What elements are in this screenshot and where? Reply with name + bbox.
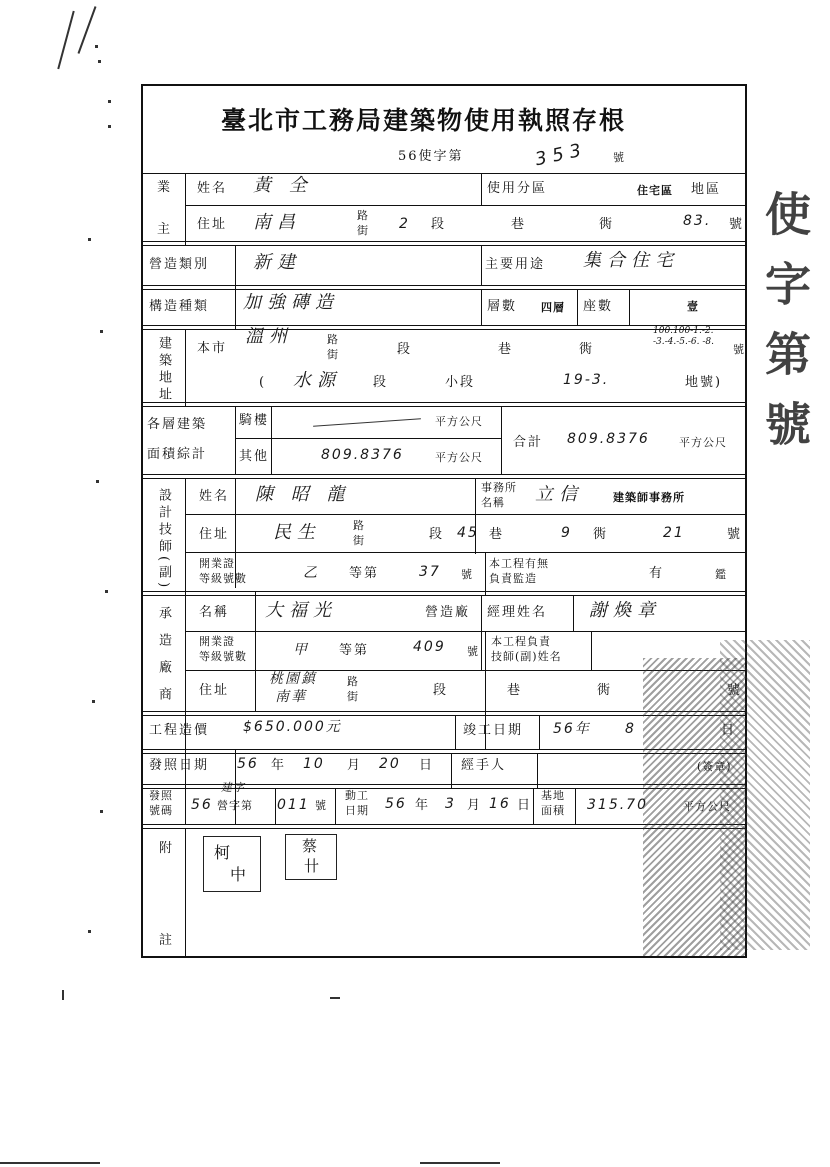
building-count-value: 壹 <box>687 300 699 313</box>
designer-number-value: 21 <box>663 525 685 541</box>
contractor-license-label-2: 等級號數 <box>199 650 247 663</box>
supervision-value: 有 <box>649 566 665 581</box>
start-date-label-2: 日期 <box>345 804 369 817</box>
designer-group-label: 設計技師(副) <box>156 488 171 592</box>
contractor-alley-label: 衖 <box>597 683 613 698</box>
designer-license-label-2: 等級號數 <box>199 572 247 585</box>
seal-stamp-left <box>203 836 261 892</box>
permit-number-suffix: 號 <box>613 151 625 164</box>
arcade-label: 騎樓 <box>239 413 270 428</box>
start-year-label: 年 <box>415 798 431 813</box>
designer-license-grade: 乙 <box>303 565 319 581</box>
issue-day: 20 <box>379 756 401 772</box>
total-area-unit: 平方公尺 <box>679 436 727 449</box>
base-area-label-1: 基地 <box>541 789 565 802</box>
floors-label: 層數 <box>487 299 518 314</box>
supervision-mark: 鑑 <box>715 568 727 581</box>
designer-name-value: 陳 昭 龍 <box>255 484 351 505</box>
smudge-right-edge <box>720 640 810 950</box>
supervision-label-1: 本工程有無 <box>489 557 549 570</box>
contractor-name-label: 名稱 <box>199 605 230 620</box>
site-numbers-value: 100.100-1.-2. -3.-4.-5.-6. -8. <box>653 326 715 347</box>
owner-lane-label: 巷 <box>511 217 527 232</box>
start-year: 56 <box>385 796 407 812</box>
other-area-label: 其他 <box>239 449 270 464</box>
construction-type-label: 營造類別 <box>149 257 210 272</box>
base-area-unit: 平方公尺 <box>683 800 731 813</box>
structure-type-value: 加強磚造 <box>243 292 339 313</box>
issue-month: 10 <box>303 756 325 772</box>
designer-license-mid: 等第 <box>349 566 380 581</box>
start-month: 3 <box>445 796 456 812</box>
handler-label: 經手人 <box>461 758 507 773</box>
designer-name-label: 姓名 <box>199 489 230 504</box>
contractor-address-value-2: 南華 <box>275 689 307 705</box>
seal-stamp-char-4: 卄 <box>304 857 320 875</box>
designer-lane-label: 巷 <box>489 527 505 542</box>
right-margin-text: 使字第號 <box>758 190 812 470</box>
zoning-suffix: 地區 <box>691 182 722 197</box>
site-road-value: 溫州 <box>245 326 293 347</box>
owner-name-label: 姓名 <box>197 181 228 196</box>
floor-area-label-2: 面積綜計 <box>147 447 208 462</box>
issue-year-label: 年 <box>271 758 287 773</box>
zoning-label: 使用分區 <box>487 181 548 196</box>
start-day-label: 日 <box>517 798 533 813</box>
base-area-value: 315.70 <box>587 797 648 813</box>
completion-label: 竣工日期 <box>463 723 524 738</box>
designer-office-label-1: 事務所 <box>481 481 517 494</box>
seal-stamp-char-2: 中 <box>230 865 247 884</box>
owner-road-label-2: 街 <box>357 224 369 237</box>
designer-address-road: 民生 <box>273 522 321 543</box>
other-area-value: 809.8376 <box>321 447 404 463</box>
contractor-license-label-1: 開業證 <box>199 635 235 648</box>
site-lot-value: 19-3. <box>563 372 610 388</box>
start-date-label-1: 動工 <box>345 789 369 802</box>
contractor-license-suffix: 號 <box>467 645 479 658</box>
designer-road-label-1: 路 <box>353 519 365 532</box>
designer-number-label: 號 <box>727 527 743 542</box>
contractor-license-mid: 等第 <box>339 643 370 658</box>
start-month-label: 月 <box>467 798 483 813</box>
designer-office-label-2: 名稱 <box>481 496 505 509</box>
zoning-value: 住宅區 <box>637 184 673 197</box>
building-permit-label-2: 號碼 <box>149 804 173 817</box>
contractor-tech-label-2: 技師(副)姓名 <box>491 650 562 663</box>
owner-section-label: 段 <box>431 217 447 232</box>
contractor-license-grade: 甲 <box>293 642 309 658</box>
contractor-section-label: 段 <box>433 683 449 698</box>
building-permit-label-1: 發照 <box>149 789 173 802</box>
owner-number-label: 號 <box>729 217 745 232</box>
designer-license-suffix: 號 <box>461 568 473 581</box>
contractor-tech-label-1: 本工程負責 <box>491 635 551 648</box>
issue-date-label: 發照日期 <box>149 758 210 773</box>
building-permit-suffix: 號 <box>315 799 327 812</box>
owner-name-value: 黃 全 <box>253 175 313 196</box>
seal-stamp-char-3: 蔡 <box>302 837 318 855</box>
designer-section-label: 段 <box>429 527 445 542</box>
designer-lane-value: 45 <box>457 525 479 541</box>
floors-value: 四層 <box>541 301 565 314</box>
site-subsection-label: 小段 <box>445 375 476 390</box>
notes-label-2: 註 <box>159 933 175 948</box>
start-day: 16 <box>489 796 511 812</box>
cost-label: 工程造價 <box>149 723 210 738</box>
designer-alley-value: 9 <box>561 525 572 541</box>
contractor-road-label-2: 街 <box>347 690 359 703</box>
building-permit-note: 建字 <box>221 781 245 794</box>
contractor-lane-label: 巷 <box>507 683 523 698</box>
owner-address-road: 南昌 <box>253 212 301 233</box>
completion-day: 日 <box>721 723 737 738</box>
owner-section-value: 2 <box>399 216 410 232</box>
contractor-number-label: 號 <box>727 683 743 698</box>
owner-address-label: 住址 <box>197 217 228 232</box>
contractor-address-label: 住址 <box>199 683 230 698</box>
permit-number-prefix: 56使字第 <box>398 149 464 164</box>
owner-road-label-1: 路 <box>357 209 369 222</box>
building-permit-number: 011 <box>277 797 310 813</box>
notes-label-1: 附 <box>159 841 175 856</box>
seal-stamp-char-1: 柯 <box>214 843 231 862</box>
building-permit-mid: 營字第 <box>217 799 253 812</box>
building-permit-prefix: 56 <box>191 797 213 813</box>
permit-form <box>141 84 747 958</box>
site-district-value: 水源 <box>293 370 341 391</box>
permit-number-value: 353 <box>533 138 589 171</box>
contractor-address-value-1: 桃園鎮 <box>269 671 317 687</box>
contractor-road-label-1: 路 <box>347 675 359 688</box>
owner-alley-label: 衖 <box>599 217 615 232</box>
building-count-label: 座數 <box>583 299 614 314</box>
handler-sign-label: (簽章) <box>697 760 732 773</box>
contractor-name-value: 大福光 <box>265 600 337 621</box>
issue-month-label: 月 <box>347 758 363 773</box>
site-district-label: 段 <box>373 375 389 390</box>
site-paren-open: ( <box>259 375 267 390</box>
site-lane-label: 巷 <box>498 342 514 357</box>
manager-label: 經理姓名 <box>487 605 548 620</box>
site-road-label-1: 路 <box>327 333 339 346</box>
manager-value: 謝煥章 <box>589 600 661 621</box>
structure-type-label: 構造種類 <box>149 299 210 314</box>
designer-office-suffix: 建築師事務所 <box>613 491 685 504</box>
form-title: 臺北市工務局建築物使用執照存根 <box>221 106 627 135</box>
site-section-label: 段 <box>397 342 413 357</box>
other-area-unit: 平方公尺 <box>435 451 483 464</box>
floor-area-label-1: 各層建築 <box>147 417 208 432</box>
designer-office-value: 立信 <box>535 484 583 505</box>
owner-number-value: 83. <box>683 213 712 229</box>
total-area-value: 809.8376 <box>567 431 650 447</box>
contractor-group-label: 承造廠商 <box>156 606 171 714</box>
issue-year: 56 <box>237 756 259 772</box>
cost-value: $650.000元 <box>243 719 342 735</box>
site-number-label: 號 <box>733 343 745 356</box>
seal-stamp-right <box>285 834 337 880</box>
arcade-dash <box>313 418 421 427</box>
construction-type-value: 新建 <box>253 252 301 273</box>
designer-address-label: 住址 <box>199 527 230 542</box>
site-city: 本市 <box>197 341 228 356</box>
owner-group-label-1: 業 <box>157 180 173 195</box>
designer-alley-label: 衖 <box>593 527 609 542</box>
designer-road-label-2: 街 <box>353 534 365 547</box>
primary-use-value: 集合住宅 <box>583 250 679 271</box>
base-area-label-2: 面積 <box>541 804 565 817</box>
contractor-license-no: 409 <box>413 639 446 655</box>
site-address-label: 建築地址 <box>156 336 171 404</box>
total-area-label: 合計 <box>513 435 544 450</box>
issue-day-label: 日 <box>419 758 435 773</box>
arcade-unit: 平方公尺 <box>435 415 483 428</box>
owner-group-label-2: 主 <box>157 222 173 237</box>
completion-year: 56年 <box>553 721 591 737</box>
primary-use-label: 主要用途 <box>485 257 546 272</box>
completion-month: 8 <box>625 721 636 737</box>
site-road-label-2: 街 <box>327 348 339 361</box>
site-lot-label: 地號) <box>685 375 723 390</box>
designer-license-label-1: 開業證 <box>199 557 235 570</box>
site-alley-label: 衖 <box>579 342 595 357</box>
contractor-name-suffix: 營造廠 <box>425 605 471 620</box>
supervision-label-2: 負責監造 <box>489 572 537 585</box>
designer-license-no: 37 <box>419 564 441 580</box>
